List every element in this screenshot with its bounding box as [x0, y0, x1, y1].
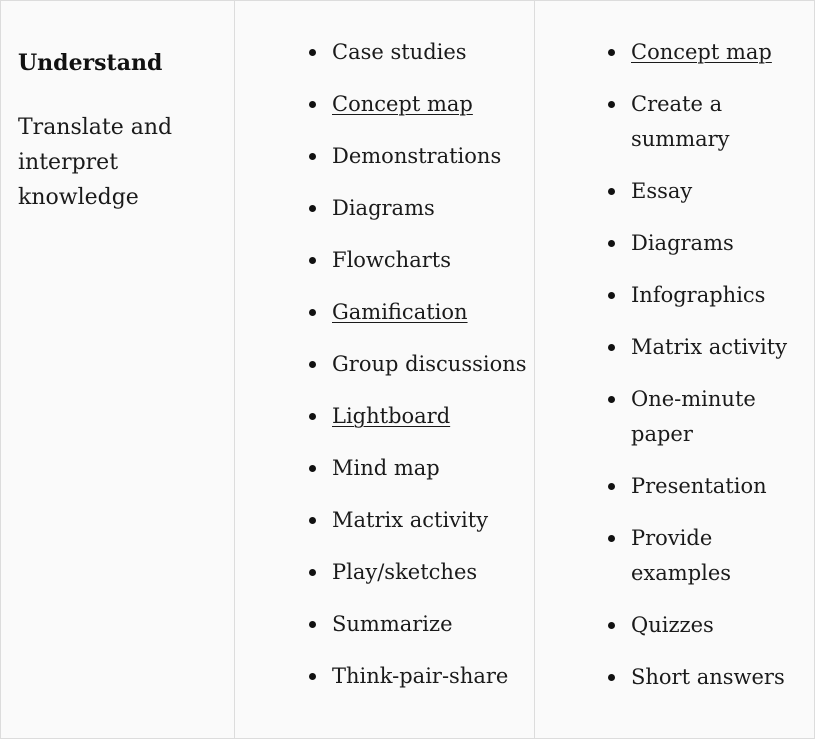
list-item [631, 521, 811, 591]
list-item [631, 278, 811, 313]
list-item [631, 469, 811, 504]
activity-concept-map-link[interactable]: Concept map [332, 92, 473, 116]
list-item [332, 399, 530, 434]
activities-list [332, 35, 530, 711]
assessment-infographics: Infographics [631, 283, 766, 307]
level-title: Understand [18, 50, 163, 76]
activity-gamification-link[interactable]: Gamification [332, 300, 468, 324]
activity-diagrams: Diagrams [332, 196, 435, 220]
activity-matrix-activity: Matrix activity [332, 508, 489, 532]
activity-summarize: Summarize [332, 612, 453, 636]
activities-cell [234, 1, 534, 738]
assessment-concept-map-link[interactable]: Concept map [631, 40, 772, 64]
list-item [631, 660, 811, 695]
activity-play-sketches: Play/sketches [332, 560, 478, 584]
assessment-provide-examples: Provide examples [631, 526, 732, 585]
list-item [332, 659, 530, 694]
activity-group-discussions: Group discussions [332, 352, 527, 376]
list-item [332, 243, 530, 278]
activity-mind-map: Mind map [332, 456, 440, 480]
assessments-cell [534, 1, 815, 738]
list-item [332, 87, 530, 122]
list-item [631, 174, 811, 209]
list-item [332, 35, 530, 70]
assessment-create-a-summary: Create a summary [631, 92, 730, 151]
assessment-quizzes: Quizzes [631, 613, 714, 637]
list-item [631, 608, 811, 643]
activity-case-studies: Case studies [332, 40, 467, 64]
list-item [631, 382, 811, 452]
activity-flowcharts: Flowcharts [332, 248, 451, 272]
assessment-presentation: Presentation [631, 474, 767, 498]
level-cell [1, 1, 233, 738]
activity-lightboard-link[interactable]: Lightboard [332, 404, 451, 428]
list-item [631, 35, 811, 70]
list-item [332, 607, 530, 642]
list-item [332, 191, 530, 226]
list-item [332, 139, 530, 174]
list-item [631, 87, 811, 157]
list-item [631, 330, 811, 365]
list-item [332, 347, 530, 382]
list-item [631, 226, 811, 261]
list-item [332, 295, 530, 330]
list-item [332, 451, 530, 486]
activity-demonstrations: Demonstrations [332, 144, 502, 168]
level-description: Translate and interpret knowledge [18, 115, 173, 210]
activity-think-pair-share: Think-pair-share [332, 664, 509, 688]
assessment-diagrams: Diagrams [631, 231, 734, 255]
assessment-short-answers: Short answers [631, 665, 785, 689]
assessment-one-minute-paper: One-minute paper [631, 387, 756, 446]
list-item [332, 555, 530, 590]
assessments-list [631, 35, 811, 712]
list-item [332, 503, 530, 538]
assessment-essay: Essay [631, 179, 693, 203]
assessment-matrix-activity: Matrix activity [631, 335, 788, 359]
